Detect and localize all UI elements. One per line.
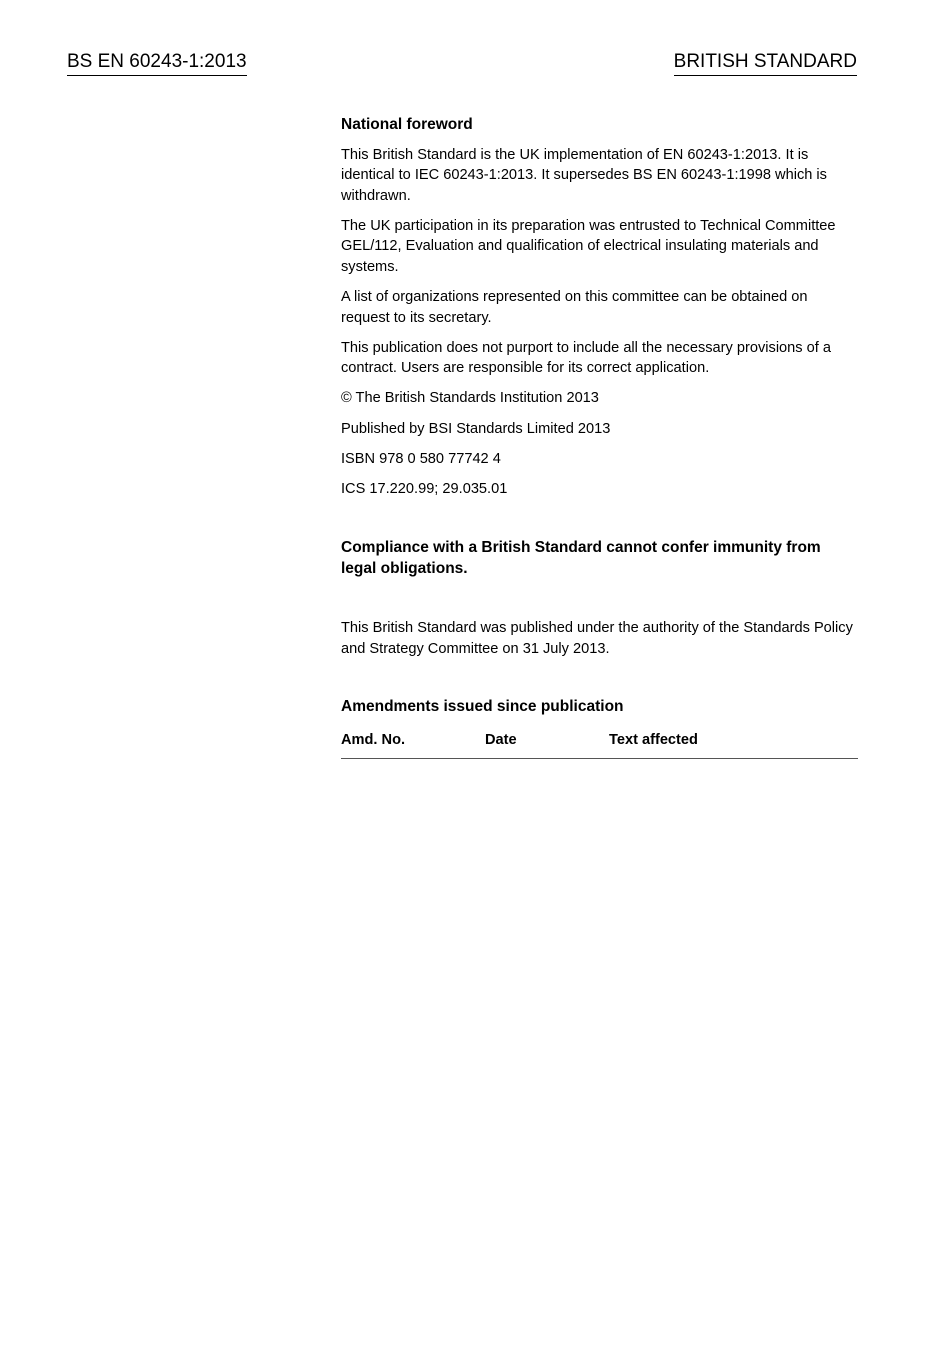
compliance-statement: Compliance with a British Standard cannot confer immunity from legal obligations. xyxy=(341,539,821,578)
foreword-paragraph-implementation: This British Standard is the UK implementation of EN 60243-1:2013. It is identical to IEC 60243-1:2013. It supersedes BS EN 60243-1:1998 which is withdrawn. xyxy=(341,146,827,204)
foreword-paragraph-committee: The UK participation in its preparation was entrusted to Technical Committee GEL/112, Evaluation and qualification of electrical insulating materials and systems. xyxy=(341,217,836,275)
national-foreword-section xyxy=(341,114,858,759)
column-date: Date xyxy=(485,730,609,759)
document-type: BRITISH STANDARD xyxy=(674,50,857,76)
column-text-affected: Text affected xyxy=(609,730,858,759)
copyright-line: © The British Standards Institution 2013 xyxy=(341,390,599,407)
foreword-paragraph-organizations: A list of organizations represented on this committee can be obtained on request to its secretary. xyxy=(341,289,808,326)
amendments-title: Amendments issued since publication xyxy=(341,697,624,715)
amendments-header-row xyxy=(341,730,858,759)
document-id: BS EN 60243-1:2013 xyxy=(67,50,247,76)
ics-line: ICS 17.220.99; 29.035.01 xyxy=(341,480,508,497)
publisher-line: Published by BSI Standards Limited 2013 xyxy=(341,420,611,437)
column-amd-no: Amd. No. xyxy=(341,730,485,759)
authority-statement: This British Standard was published under the authority of the Standards Policy and Strategy Committee on 31 July 2013. xyxy=(341,620,853,657)
amendments-table xyxy=(341,730,858,759)
foreword-title: National foreword xyxy=(341,116,473,133)
foreword-paragraph-disclaimer: This publication does not purport to include all the necessary provisions of a contract. Users are responsible for its correct application. xyxy=(341,339,831,377)
isbn-line: ISBN 978 0 580 77742 4 xyxy=(341,450,501,467)
